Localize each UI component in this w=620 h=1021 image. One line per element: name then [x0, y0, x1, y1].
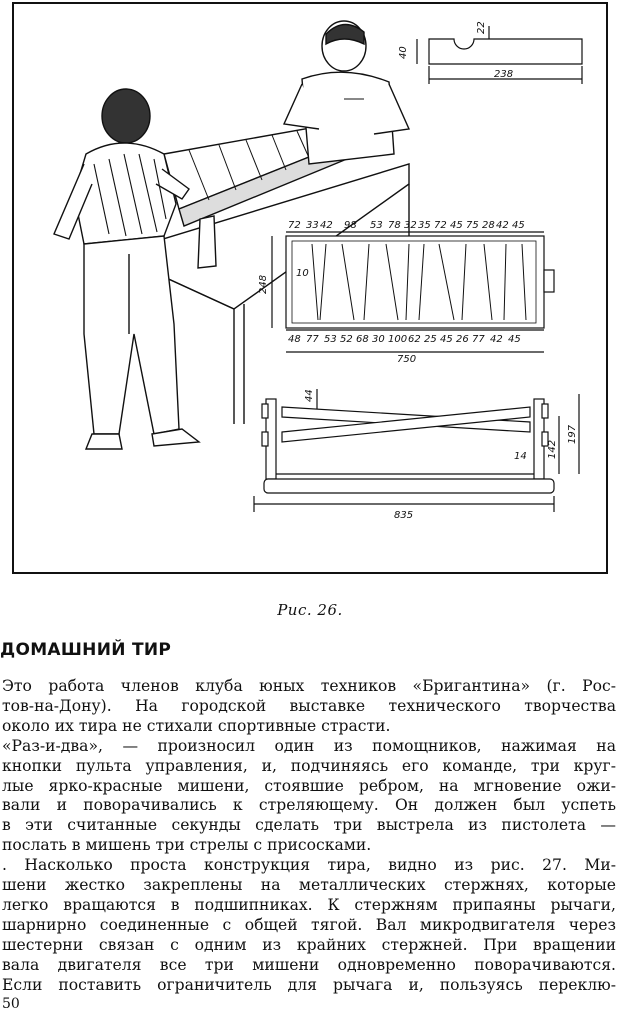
- top-dim: 98: [344, 220, 357, 231]
- top-dim: 72: [434, 220, 447, 231]
- bottom-dim: 48: [288, 334, 301, 345]
- body-line: шени жестко закреплены на металлических стержнях, которые: [2, 876, 616, 895]
- bottom-dim: 68: [356, 334, 369, 345]
- dim-plan-inner: 10: [296, 268, 309, 279]
- dim-side-length: 835: [394, 510, 414, 521]
- top-dim: 35: [418, 220, 431, 231]
- dim-side-gap: 44: [304, 389, 315, 402]
- body-line: шарнирно соединенные с общей тягой. Вал микродвигателя через: [2, 915, 616, 934]
- figure-caption: Рис. 26.: [277, 601, 343, 619]
- top-dim: 78: [388, 220, 401, 231]
- plan-top-dims: [288, 220, 525, 231]
- boys-sketch: [54, 21, 409, 449]
- bottom-dim: 100: [388, 334, 408, 345]
- top-dim: 42: [320, 220, 333, 231]
- body-line: в эти считанные секунды сделать три выстрела из пистолета —: [2, 816, 616, 835]
- dim-side-mid: 142: [547, 439, 558, 459]
- dim-plan-length: 750: [397, 354, 417, 365]
- page-number: 50: [2, 996, 20, 1012]
- body-line: легко вращаются в подшипниках. К стержням припаяны рычаги,: [2, 895, 616, 914]
- bottom-dim: 62: [408, 334, 421, 345]
- bottom-dim: 53: [324, 334, 337, 345]
- dim-side-total: 197: [567, 424, 578, 444]
- bottom-dim: 45: [440, 334, 453, 345]
- detail-side-view: [254, 389, 579, 521]
- top-dim: 45: [450, 220, 463, 231]
- top-dim: 32: [404, 220, 417, 231]
- body-line: послать в мишень три стрелы с присосками.: [2, 836, 372, 855]
- bottom-dim: 42: [490, 334, 503, 345]
- top-dim: 45: [512, 220, 525, 231]
- body-line: . Насколько проста конструкция тира, видно из рис. 27. Ми-: [2, 856, 616, 875]
- body-line: тов-на-Дону). На городской выставке технического творчества: [2, 696, 616, 715]
- bottom-dim: 77: [306, 334, 319, 345]
- bottom-dim: 77: [472, 334, 485, 345]
- detail-top-piece: [398, 21, 582, 84]
- top-dim: 75: [466, 220, 479, 231]
- top-dim: 33: [306, 220, 319, 231]
- bottom-dim: 25: [424, 334, 437, 345]
- body-line: шестерни связан с одним из крайних стержней. При вращении: [2, 935, 616, 954]
- body-line: около их тира не стихали спортивные страсти.: [2, 716, 391, 735]
- top-dim: 42: [496, 220, 509, 231]
- dim-plan-height: 248: [258, 274, 269, 294]
- body-line: «Раз-и-два», — произносил один из помощников, нажимая на: [2, 736, 616, 755]
- body-line: Это работа членов клуба юных техников «Бригантина» (г. Рос-: [2, 677, 616, 695]
- figure-illustration: [12, 2, 608, 574]
- plan-bottom-dims: [288, 334, 521, 345]
- dim-top-length: 238: [494, 69, 514, 80]
- dim-side-small: 14: [514, 451, 527, 462]
- detail-plan-view: [258, 220, 554, 365]
- article-body: [2, 677, 616, 996]
- body-line: вала двигателя все три мишени одновременно поворачиваются.: [2, 955, 616, 974]
- bottom-dim: 52: [340, 334, 353, 345]
- body-line: кнопки пульта управления, и, подчиняясь его команде, три круг-: [2, 756, 616, 775]
- article-heading: ДОМАШНИЙ ТИР: [0, 640, 172, 660]
- bottom-dim: 26: [456, 334, 469, 345]
- bottom-dim: 45: [508, 334, 521, 345]
- body-line: лые ярко-красные мишени, стоявшие ребром, на мгновение ожи-: [2, 776, 616, 795]
- bottom-dim: 30: [372, 334, 385, 345]
- top-dim: 28: [482, 220, 495, 231]
- dim-top-height: 40: [398, 46, 409, 59]
- dim-top-notch: 22: [476, 21, 487, 34]
- body-line: Если поставить ограничитель для рычага и, пользуясь переклю-: [2, 975, 616, 994]
- body-line: вали и поворачивались к стреляющему. Он должен был успеть: [2, 796, 616, 815]
- technical-drawing: [14, 4, 606, 572]
- top-dim: 72: [288, 220, 301, 231]
- top-dim: 53: [370, 220, 383, 231]
